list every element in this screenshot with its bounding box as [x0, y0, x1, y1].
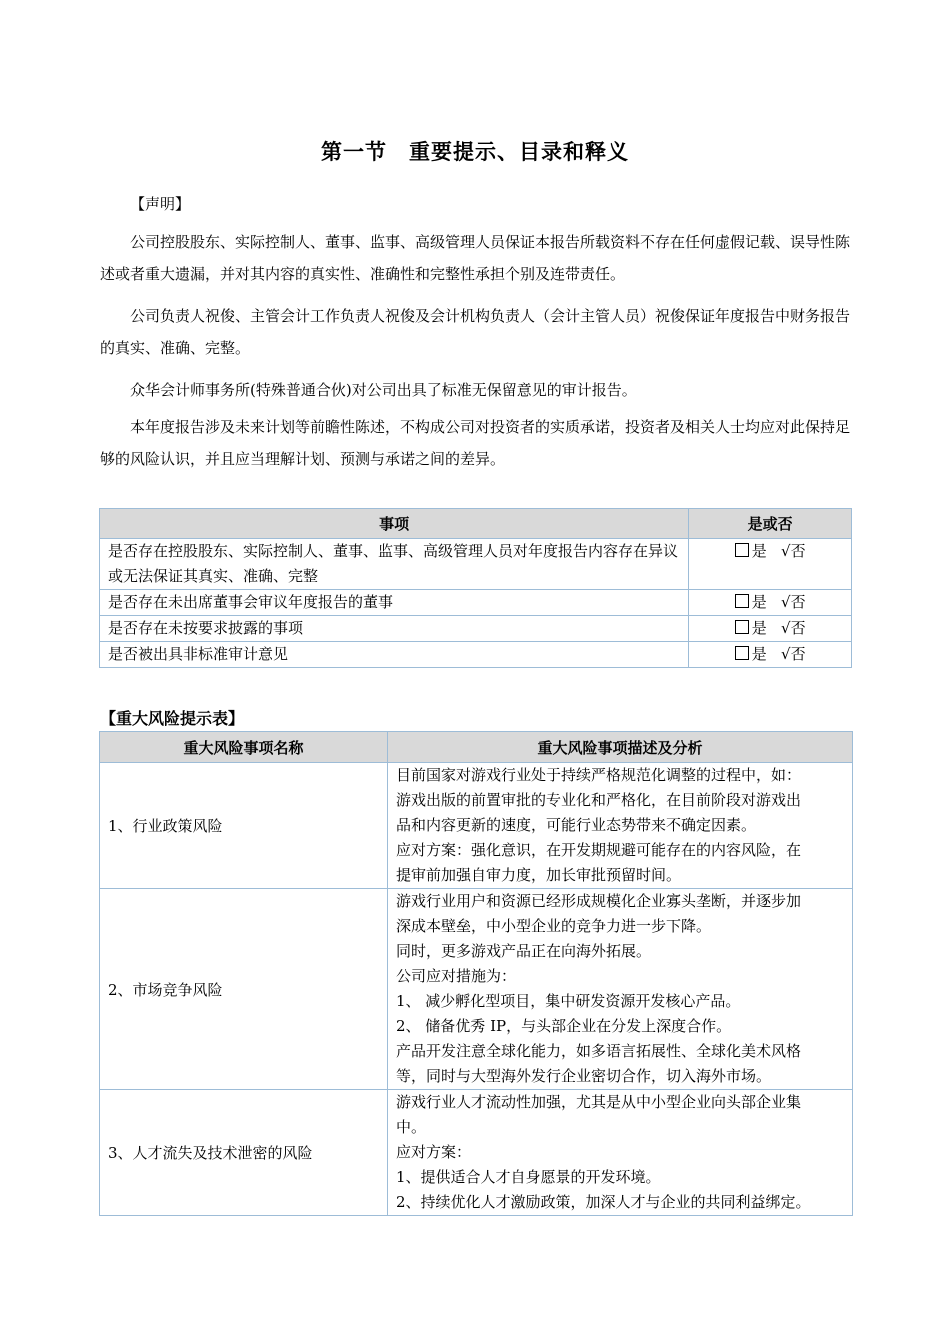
risk-description-line: 2、持续优化人才激励政策，加深人才与企业的共同利益绑定。: [396, 1193, 811, 1211]
table-row: [100, 1090, 853, 1216]
risk-description-line: 等，同时与大型海外发行企业密切合作，切入海外市场。: [396, 1067, 772, 1085]
risk-description: [388, 889, 853, 1090]
matter-item: 是否被出具非标准审计意见: [100, 642, 689, 668]
yes-no-cell: [689, 539, 852, 590]
risk-description-line: 应对方案：强化意识，在开发期规避可能存在的内容风险，在: [396, 841, 802, 859]
table-row: [100, 763, 853, 889]
risk-description-line: 游戏出版的前置审批的专业化和严格化，在目前阶段对游戏出: [396, 791, 802, 809]
risk-description-line: 深成本壁垒，中小型企业的竞争力进一步下降。: [396, 917, 712, 935]
risk-name: 2、市场竞争风险: [100, 889, 388, 1090]
declaration-label: 【声明】: [130, 195, 191, 213]
risk-description-line: 游戏行业用户和资源已经形成规模化企业寡头垄断，并逐步加: [396, 892, 802, 910]
risk-table: [99, 731, 853, 1216]
no-label: √否: [781, 645, 806, 663]
column-header: 重大风险事项描述及分析: [388, 732, 853, 763]
risk-description-line: 提审前加强自审力度，加长审批预留时间。: [396, 866, 682, 884]
risk-name: 1、行业政策风险: [100, 763, 388, 889]
declaration-paragraph: 公司负责人祝俊、主管会计工作负责人祝俊及会计机构负责人（会计主管人员）祝俊保证年度报告中财务报告的真实、准确、完整。: [100, 307, 851, 357]
no-label: √否: [781, 542, 806, 560]
declaration-paragraph: 本年度报告涉及未来计划等前瞻性陈述，不构成公司对投资者的实质承诺，投资者及相关人士均应对此保持足够的风险认识，并且应当理解计划、预测与承诺之间的差异。: [100, 418, 851, 468]
yes-label: 是: [751, 542, 767, 560]
table-row: [100, 539, 852, 590]
risk-description: [388, 763, 853, 889]
risk-description-line: 应对方案：: [396, 1143, 472, 1161]
risk-name: 3、人才流失及技术泄密的风险: [100, 1090, 388, 1216]
risk-description-line: 公司应对措施为：: [396, 967, 517, 985]
risk-description-line: 产品开发注意全球化能力，如多语言拓展性、全球化美术风格: [396, 1042, 802, 1060]
table-row: [100, 642, 852, 668]
page-title: 第一节 重要提示、目录和释义: [321, 140, 629, 164]
declaration-paragraph: 众华会计师事务所(特殊普通合伙)对公司出具了标准无保留意见的审计报告。: [130, 381, 637, 399]
checkbox-icon: [735, 594, 749, 608]
no-label: √否: [781, 593, 806, 611]
yes-label: 是: [751, 645, 767, 663]
risk-description-line: 1、 减少孵化型项目，集中研发资源开发核心产品。: [396, 992, 741, 1010]
table-row: [100, 590, 852, 616]
yes-no-cell: [689, 616, 852, 642]
risk-description-line: 游戏行业人才流动性加强，尤其是从中小型企业向头部企业集: [396, 1093, 802, 1111]
risk-description-line: 中。: [396, 1118, 427, 1136]
column-header: 是或否: [689, 509, 852, 539]
yes-no-cell: [689, 642, 852, 668]
yes-label: 是: [751, 619, 767, 637]
matter-item: 是否存在未按要求披露的事项: [100, 616, 689, 642]
risk-description: [388, 1090, 853, 1216]
risk-description-line: 目前国家对游戏行业处于持续严格规范化调整的过程中，如：: [396, 766, 802, 784]
no-label: √否: [781, 619, 806, 637]
table-row: [100, 889, 853, 1090]
declaration-paragraph: 公司控股股东、实际控制人、董事、监事、高级管理人员保证本报告所载资料不存在任何虚假记载、误导性陈述或者重大遗漏，并对其内容的真实性、准确性和完整性承担个别及连带责任。: [100, 233, 851, 283]
yes-no-cell: [689, 590, 852, 616]
risk-description-line: 2、 储备优秀 IP，与头部企业在分发上深度合作。: [396, 1017, 732, 1035]
checkbox-icon: [735, 620, 749, 634]
matter-item: 是否存在未出席董事会审议年度报告的董事: [100, 590, 689, 616]
yes-label: 是: [751, 593, 767, 611]
risk-description-line: 品和内容更新的速度，可能行业态势带来不确定因素。: [396, 816, 757, 834]
matters-table: [99, 508, 852, 668]
column-header: 重大风险事项名称: [100, 732, 388, 763]
matter-item: 是否存在控股股东、实际控制人、董事、监事、高级管理人员对年度报告内容存在异议或无法保证其真实、准确、完整: [100, 539, 689, 590]
table-row: [100, 616, 852, 642]
column-header: 事项: [100, 509, 689, 539]
risk-description-line: 同时，更多游戏产品正在向海外拓展。: [396, 942, 652, 960]
table-header-row: [100, 732, 853, 763]
risk-table-heading: 【重大风险提示表】: [100, 709, 245, 728]
checkbox-icon: [735, 543, 749, 557]
checkbox-icon: [735, 646, 749, 660]
risk-description-line: 1、提供适合人才自身愿景的开发环境。: [396, 1168, 661, 1186]
table-header-row: [100, 509, 852, 539]
